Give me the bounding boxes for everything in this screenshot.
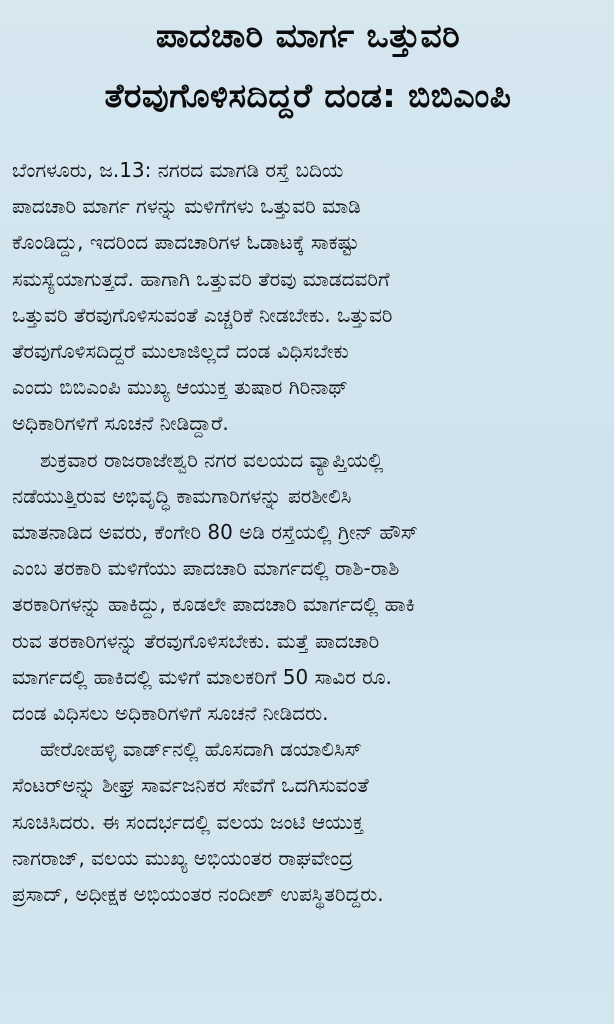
text-line: ಪ್ರಸಾದ್, ಅಧೀಕ್ಷಕ ಅಭಿಯಂತರ ನಂದೀಶ್ ಉಪಸ್ಥಿತರಿದ್ದರು.: [12, 882, 384, 907]
text-line: ಪಾದಚಾರಿ ಮಾರ್ಗ ಗಳನ್ನು ಮಳಿಗೆಗಳು ಒತ್ತುವರಿ ಮಾಡಿ: [12, 194, 361, 219]
text-line: ಸೂಚಿಸಿದರು. ಈ ಸಂದರ್ಭದಲ್ಲಿ ವಲಯ ಜಂಟಿ ಆಯುಕ್ತ: [12, 809, 364, 834]
paragraph-1: [12, 152, 604, 442]
text-line: ಒತ್ತುವರಿ ತೆರವುಗೊಳಿಸುವಂತೆ ಎಚ್ಚರಿಕೆ ನೀಡಬೇಕು. ಒತ್ತುವರಿ: [12, 302, 393, 327]
text-line: ಅಧಿಕಾರಿಗಳಿಗೆ ಸೂಚನೆ ನೀಡಿದ್ದಾರೆ.: [12, 411, 229, 436]
text-line: ಬೆಂಗಳೂರು, ಜ.13: ನಗರದ ಮಾಗಡಿ ರಸ್ತೆ ಬದಿಯ: [12, 158, 344, 182]
text-line: ನಾಗರಾಜ್, ವಲಯ ಮುಖ್ಯ ಅಭಿಯಂತರ ರಾಘವೇಂದ್ರ: [12, 845, 354, 870]
text-line: ಎಂದು ಬಿಬಿಎಂಪಿ ಮುಖ್ಯ ಆಯುಕ್ತ ತುಷಾರ ಗಿರಿನಾಥ್: [12, 375, 348, 400]
text-line: ಎಂಬ ತರಕಾರಿ ಮಳಿಗೆಯು ಪಾದಚಾರಿ ಮಾರ್ಗದಲ್ಲಿ ರಾಶಿ-ರಾಶಿ: [12, 556, 400, 581]
headline: [12, 6, 604, 126]
text-line: ರುವ ತರಕಾರಿಗಳನ್ನು ತೆರವುಗೊಳಿಸಬೇಕು. ಮತ್ತೆ ಪಾದಚಾರಿ: [12, 628, 380, 653]
text-line: ಕೊಂಡಿದ್ದು, ಇದರಿಂದ ಪಾದಚಾರಿಗಳ ಓಡಾಟಕ್ಕೆ ಸಾಕಷ್ಟು: [12, 230, 360, 255]
text-line: ಹೇರೋಹಳ್ಳಿ ವಾರ್ಡ್‌ನಲ್ಲಿ ಹೊಸದಾಗಿ ಡಯಾಲಿಸಿಸ್: [40, 737, 362, 762]
text-line: ಸೆಂಟರ್‌ಅನ್ನು ಶೀಘ್ರ ಸಾರ್ವಜನಿಕರ ಸೇವೆಗೆ ಒದಗಿಸುವಂತೆ: [12, 773, 369, 798]
text-line: ತೆರವುಗೊಳಿಸದಿದ್ದರೆ ಮುಲಾಜಿಲ್ಲದೆ ದಂಡ ವಿಧಿಸಬೇಕು: [12, 339, 349, 364]
text-line: ಮಾತನಾಡಿದ ಅವರು, ಕೆಂಗೇರಿ 80 ಅಡಿ ರಸ್ತೆಯಲ್ಲಿ ಗ್ರೀನ್ ಹೌಸ್: [12, 520, 418, 545]
text-line: ದಂಡ ವಿಧಿಸಲು ಅಧಿಕಾರಿಗಳಿಗೆ ಸೂಚನೆ ನೀಡಿದರು.: [12, 701, 329, 726]
text-line: ಸಮಸ್ಯೆಯಾಗುತ್ತದೆ. ಹಾಗಾಗಿ ಒತ್ತುವರಿ ತೆರವು ಮಾಡದವರಿಗೆ: [12, 266, 390, 291]
paragraph-2: [12, 442, 604, 732]
text-line: ಶುಕ್ರವಾರ ರಾಜರಾಜೇಶ್ವರಿ ನಗರ ವಲಯದ ವ್ಯಾಪ್ತಿಯಲ್ಲಿ: [40, 447, 384, 472]
headline-line-1: ಪಾದಚಾರಿ ಮಾರ್ಗ ಒತ್ತುವರಿ: [155, 16, 461, 55]
headline-line-2: ತೆರವುಗೊಳಿಸದಿದ್ದರೆ ದಂಡ: ಬಿಬಿಎಂಪಿ: [104, 76, 512, 115]
text-line: ತರಕಾರಿಗಳನ್ನು ಹಾಕಿದ್ದು, ಕೂಡಲೇ ಪಾದಚಾರಿ ಮಾರ್ಗದಲ್ಲಿ ಹಾಕಿ: [12, 592, 415, 617]
paragraph-3: [12, 731, 604, 912]
article-body: [12, 152, 604, 912]
text-line: ಮಾರ್ಗದಲ್ಲಿ ಹಾಕಿದಲ್ಲಿ ಮಳಿಗೆ ಮಾಲಕರಿಗೆ 50 ಸಾವಿರ ರೂ.: [12, 664, 392, 689]
text-line: ನಡೆಯುತ್ತಿರುವ ಅಭಿವೃದ್ಧಿ ಕಾಮಗಾರಿಗಳನ್ನು ಪರಶೀಲಿಸಿ: [12, 483, 352, 508]
